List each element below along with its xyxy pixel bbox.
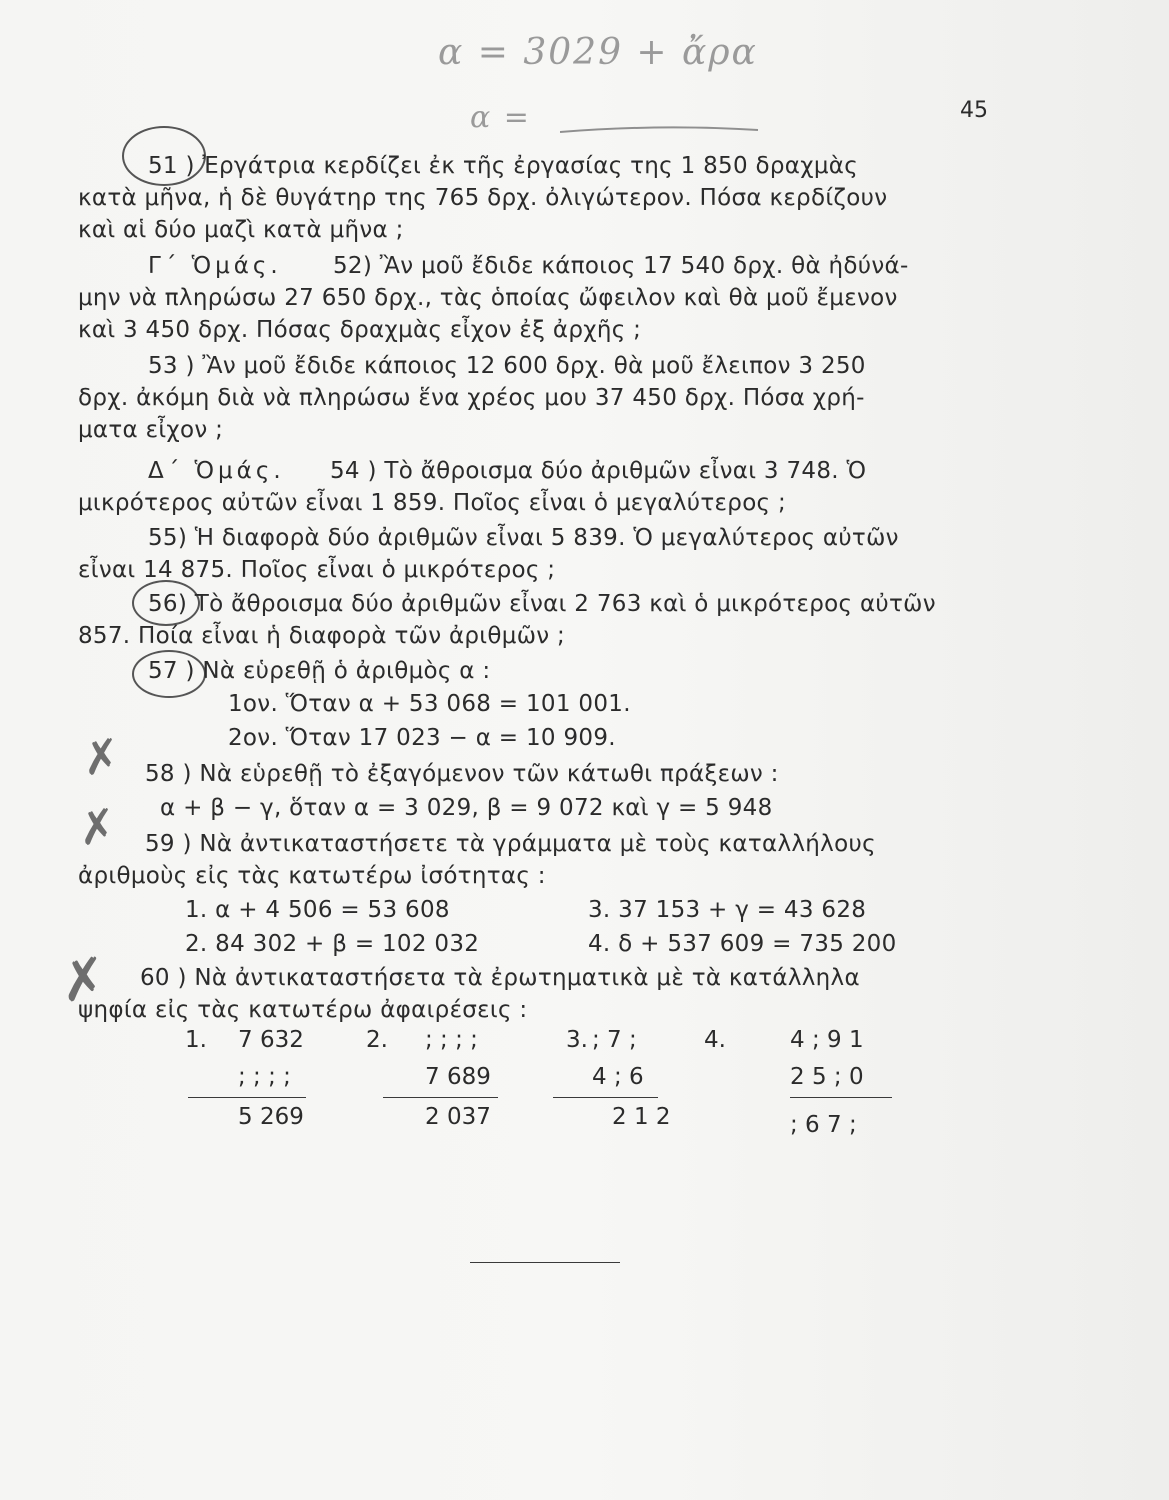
problem-53-line-2: δρχ. ἀκόμη διὰ νὰ πληρώσω ἕνα χρέος μου 37 450 δρχ. Πόσα χρή- (78, 385, 865, 411)
problem-54-line-1: 54 ) Τὸ ἄθροισμα δύο ἀριθμῶν εἶναι 3 748. Ὁ (330, 458, 867, 484)
subtraction-2-top: ; ; ; ; (425, 1027, 478, 1053)
problem-53-line-3: ματα εἶχον ; (78, 417, 224, 443)
pen-x-mark: ✗ (78, 727, 125, 787)
problem-57-case-1: 1ον. Ὅταν α + 53 068 = 101 001. (228, 691, 631, 717)
problem-56-line-2: 857. Ποία εἶναι ἡ διαφορὰ τῶν ἀριθμῶν ; (78, 623, 566, 649)
problem-55-line-1: 55) Ἡ διαφορὰ δύο ἀριθμῶν εἶναι 5 839. Ὁ μεγαλύτερος αὐτῶν (148, 525, 899, 551)
subtraction-4-result: ; 6 7 ; (790, 1112, 857, 1138)
pen-x-mark: ✗ (55, 945, 112, 1016)
subtraction-1-label: 1. (185, 1027, 207, 1053)
subtraction-2-rule (383, 1097, 498, 1098)
subtraction-2-result: 2 037 (425, 1104, 491, 1130)
group-heading-g: Γ΄ Ὁμάς. (148, 253, 282, 279)
subtraction-1-top: 7 632 (238, 1027, 304, 1053)
problem-52-line-2: μην νὰ πληρώσω 27 650 δρχ., τὰς ὁποίας ὤφειλον καὶ θὰ μοῦ ἔμενον (78, 285, 898, 311)
page-number: 45 (960, 98, 988, 123)
pen-x-mark: ✗ (74, 797, 121, 857)
problem-51-line-2: κατὰ μῆνα, ἡ δὲ θυγάτηρ της 765 δρχ. ὀλιγώτερον. Πόσα κερδίζουν (78, 185, 888, 211)
subtraction-4-rule (790, 1097, 892, 1098)
problem-57-line-1: 57 ) Νὰ εὑρεθῇ ὁ ἀριθμὸς α : (148, 658, 491, 684)
subtraction-1-result: 5 269 (238, 1104, 304, 1130)
subtraction-4-label: 4. (704, 1027, 726, 1053)
problem-59-eq-2: 2. 84 302 + β = 102 032 (185, 931, 480, 957)
subtraction-4-top: 4 ; 9 1 (790, 1027, 864, 1053)
subtraction-3-top: ; 7 ; (592, 1027, 637, 1053)
problem-59-eq-4: 4. δ + 537 609 = 735 200 (588, 931, 897, 957)
subtraction-3-label: 3. (566, 1027, 588, 1053)
subtraction-3-rule (553, 1097, 658, 1098)
end-of-section-rule (470, 1262, 620, 1263)
problem-51-line-1: 51 ) Ἐργάτρια κερδίζει ἐκ τῆς ἐργασίας της 1 850 δραχμὰς (148, 153, 859, 179)
problem-51-line-3: καὶ αἱ δύο μαζὶ κατὰ μῆνα ; (78, 217, 404, 243)
pencil-note-2: α = (470, 100, 531, 135)
problem-53-line-1: 53 ) Ἂν μοῦ ἔδιδε κάποιος 12 600 δρχ. θὰ μοῦ ἔλειπον 3 250 (148, 353, 866, 379)
pencil-stroke (560, 120, 760, 140)
problem-56-line-1: 56) Τὸ ἄθροισμα δύο ἀριθμῶν εἶναι 2 763 καὶ ὁ μικρότερος αὐτῶν (148, 591, 936, 617)
problem-59-eq-1: 1. α + 4 506 = 53 608 (185, 897, 450, 923)
subtraction-4-bottom: 2 5 ; 0 (790, 1064, 864, 1090)
problem-60-line-2: ψηφία εἰς τὰς κατωτέρω ἀφαιρέσεις : (78, 997, 528, 1023)
problem-58-line-1: 58 ) Νὰ εὑρεθῇ τὸ ἐξαγόμενον τῶν κάτωθι πράξεων : (145, 761, 779, 787)
subtraction-2-label: 2. (366, 1027, 388, 1053)
problem-59-line-1: 59 ) Νὰ ἀντικαταστήσετε τὰ γράμματα μὲ τοὺς καταλλήλους (145, 831, 876, 857)
subtraction-3-bottom: 4 ; 6 (592, 1064, 644, 1090)
problem-60-line-1: 60 ) Νὰ ἀντικαταστήσετα τὰ ἐρωτηματικὰ μὲ τὰ κατάλληλα (140, 965, 860, 991)
subtraction-3-result: 2 1 2 (612, 1104, 671, 1130)
problem-57-case-2: 2ον. Ὅταν 17 023 − α = 10 909. (228, 725, 616, 751)
problem-59-line-2: ἀριθμοὺς εἰς τὰς κατωτέρω ἰσότητας : (78, 863, 546, 889)
subtraction-2-bottom: 7 689 (425, 1064, 491, 1090)
problem-54-line-2: μικρότερος αὐτῶν εἶναι 1 859. Ποῖος εἶναι ὁ μεγαλύτερος ; (78, 490, 787, 516)
problem-52-line-3: καὶ 3 450 δρχ. Πόσας δραχμὰς εἶχον ἐξ ἀρχῆς ; (78, 317, 642, 343)
subtraction-1-rule (188, 1097, 306, 1098)
problem-59-eq-3: 3. 37 153 + γ = 43 628 (588, 897, 867, 923)
problem-52-line-1: 52) Ἂν μοῦ ἔδιδε κάποιος 17 540 δρχ. θὰ ἠδύνά- (333, 253, 909, 279)
pencil-note-1: α = 3029 + ἄρα (438, 32, 758, 73)
problem-58-line-2: α + β − γ, ὅταν α = 3 029, β = 9 072 καὶ γ = 5 948 (160, 795, 773, 821)
problem-55-line-2: εἶναι 14 875. Ποῖος εἶναι ὁ μικρότερος ; (78, 557, 556, 583)
subtraction-1-bottom: ; ; ; ; (238, 1064, 291, 1090)
group-heading-d: Δ΄ Ὁμάς. (148, 458, 285, 484)
